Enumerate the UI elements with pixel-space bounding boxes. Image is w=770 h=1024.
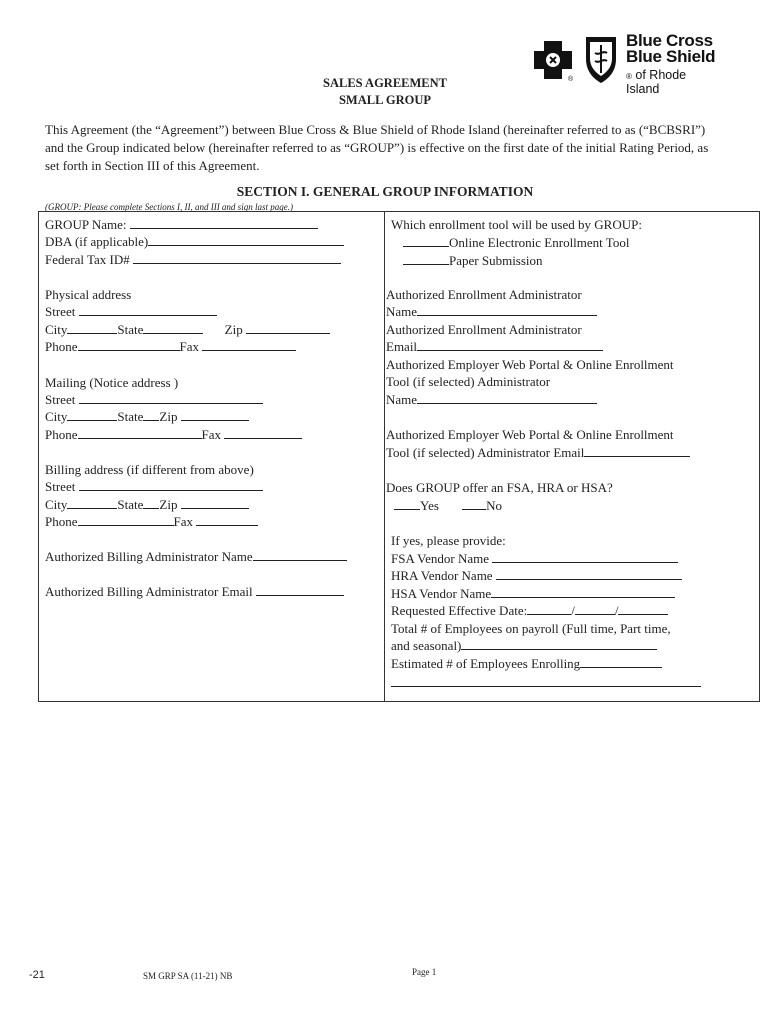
brand-line-2: Blue Shield: [626, 47, 716, 66]
req-date-label: Requested Effective Date:: [391, 603, 528, 618]
portal-email-row: [386, 444, 690, 462]
portal-admin-email-field[interactable]: [584, 444, 690, 457]
phone-label: Phone: [45, 339, 78, 354]
billing-fax-field[interactable]: [196, 513, 258, 526]
zip-label: Zip: [159, 497, 178, 512]
physical-street-row: [45, 303, 217, 321]
zip-label: Zip: [224, 322, 243, 337]
physical-zip-field[interactable]: [246, 321, 330, 334]
portal-email-label: Tool (if selected) Administrator Email: [386, 445, 585, 460]
footer-page-number: Page 1: [412, 967, 437, 977]
fax-label: Fax: [173, 514, 193, 529]
dba-label: DBA (if applicable): [45, 234, 149, 249]
physical-city-field[interactable]: [67, 321, 117, 334]
hra-vendor-row: [391, 567, 682, 585]
physical-phone-row: [45, 338, 296, 356]
if-yes-text: If yes, please provide:: [391, 533, 506, 548]
billing-admin-email-label: Authorized Billing Administrator Email: [45, 584, 253, 599]
doc-subtitle: SMALL GROUP: [338, 93, 432, 107]
est-employees-row: [391, 655, 662, 673]
mailing-city-row: [45, 408, 249, 426]
portal-admin-line-1: Authorized Employer Web Portal & Online Enrollment: [386, 357, 674, 372]
hra-vendor-label: HRA Vendor Name: [391, 568, 493, 583]
svg-text:®: ®: [568, 76, 574, 83]
billing-city-field[interactable]: [67, 496, 117, 509]
group-info-form: [38, 211, 760, 702]
mailing-state-field[interactable]: [143, 408, 159, 421]
billing-admin-name-row: [45, 548, 347, 566]
group-name-field[interactable]: [130, 216, 318, 229]
billing-admin-name-label: Authorized Billing Administrator Name: [45, 549, 253, 564]
billing-state-field[interactable]: [143, 496, 159, 509]
enroll-admin-email-field[interactable]: [417, 338, 603, 351]
city-label: City: [45, 409, 68, 424]
column-divider: [384, 212, 385, 701]
dba-row: [45, 233, 344, 251]
fsa-vendor-row: [391, 550, 678, 568]
billing-phone-row: [45, 513, 258, 531]
mailing-fax-field[interactable]: [224, 426, 302, 439]
name-label: Name: [386, 392, 418, 407]
total-employees-field[interactable]: [461, 637, 657, 650]
enrollment-tool-question: Which enrollment tool will be used by GROUP:: [391, 217, 642, 232]
group-name-label: GROUP Name:: [45, 217, 127, 232]
paper-option: [403, 252, 543, 270]
total-employees-row: [391, 637, 657, 655]
billing-street-field[interactable]: [79, 478, 263, 491]
paper-label: Paper Submission: [449, 253, 543, 268]
hsa-vendor-label: HSA Vendor Name: [391, 586, 492, 601]
billing-city-row: [45, 496, 249, 514]
city-label: City: [45, 497, 68, 512]
footer-form-id: SM GRP SA (11-21) NB: [143, 971, 233, 981]
tax-id-label: Federal Tax ID#: [45, 252, 130, 267]
street-label: Street: [45, 392, 76, 407]
total-employees-label: and seasonal): [391, 638, 462, 653]
fsa-vendor-label: FSA Vendor Name: [391, 551, 489, 566]
est-employees-label: Estimated # of Employees Enrolling: [391, 656, 581, 671]
tax-id-row: [45, 251, 341, 269]
state-label: State: [117, 322, 144, 337]
total-employees-line-1: Total # of Employees on payroll (Full time, Part time,: [391, 621, 671, 636]
section-title: SECTION I. GENERAL GROUP INFORMATION: [236, 184, 534, 199]
billing-admin-email-row: [45, 583, 344, 601]
mailing-street-field[interactable]: [79, 391, 263, 404]
fax-label: Fax: [179, 339, 199, 354]
mailing-phone-field[interactable]: [78, 426, 202, 439]
enroll-admin-1-heading: Authorized Enrollment Administrator: [386, 287, 582, 302]
billing-street-row: [45, 478, 263, 496]
state-label: State: [117, 497, 144, 512]
tax-id-field[interactable]: [133, 251, 341, 264]
zip-label: Zip: [159, 409, 178, 424]
mailing-street-row: [45, 391, 263, 409]
req-date-day[interactable]: [575, 602, 615, 615]
brand-line-3: of Rhode Island: [626, 68, 687, 96]
no-label: No: [486, 498, 503, 513]
billing-address-heading: Billing address (if different from above): [45, 462, 254, 477]
hsa-vendor-field[interactable]: [491, 585, 675, 598]
state-label: State: [117, 409, 144, 424]
hsa-vendor-row: [391, 585, 675, 603]
billing-admin-email-field[interactable]: [256, 583, 344, 596]
fax-label: Fax: [201, 427, 221, 442]
portal-admin-line-2: Tool (if selected) Administrator: [386, 374, 551, 389]
name-label: Name: [386, 304, 418, 319]
req-date-month[interactable]: [527, 602, 571, 615]
paper-check[interactable]: [403, 252, 449, 265]
street-label: Street: [45, 304, 76, 319]
physical-street-field[interactable]: [79, 303, 217, 316]
dba-field[interactable]: [148, 233, 344, 246]
phone-label: Phone: [45, 427, 78, 442]
req-date-year[interactable]: [618, 602, 668, 615]
enroll-admin-2-heading: Authorized Enrollment Administrator: [386, 322, 582, 337]
fsa-vendor-field[interactable]: [492, 550, 678, 563]
req-date-row: Requested Effective Date: / /: [391, 602, 668, 620]
mailing-phone-row: [45, 426, 302, 444]
enroll-admin-email-row: [386, 338, 603, 356]
street-label: Street: [45, 479, 76, 494]
fsa-question: Does GROUP offer an FSA, HRA or HSA?: [386, 480, 613, 495]
physical-address-heading: Physical address: [45, 287, 132, 302]
no-check[interactable]: [462, 497, 486, 510]
email-label: Email: [386, 339, 418, 354]
est-employees-field[interactable]: [580, 655, 662, 668]
phone-label: Phone: [45, 514, 78, 529]
online-tool-option: [403, 234, 629, 252]
portal-admin-name-field[interactable]: [417, 391, 597, 404]
brand-line-1: Blue Cross: [626, 31, 713, 50]
city-label: City: [45, 322, 68, 337]
hra-vendor-field[interactable]: [496, 567, 682, 580]
mailing-address-heading: Mailing (Notice address ): [45, 375, 179, 390]
group-name-row: [45, 216, 318, 234]
enroll-admin-name-row: [386, 303, 597, 321]
billing-zip-field[interactable]: [181, 496, 249, 509]
portal-email-line-1: Authorized Employer Web Portal & Online Enrollment: [386, 427, 674, 442]
billing-phone-field[interactable]: [78, 513, 174, 526]
brand-name: [626, 33, 715, 65]
mailing-zip-field[interactable]: [181, 408, 249, 421]
physical-city-row: [45, 321, 330, 339]
billing-admin-name-field[interactable]: [253, 548, 347, 561]
mailing-city-field[interactable]: [67, 408, 117, 421]
physical-state-field[interactable]: [143, 321, 203, 334]
enroll-admin-name-field[interactable]: [417, 303, 597, 316]
physical-fax-field[interactable]: [202, 338, 296, 351]
online-tool-check[interactable]: [403, 234, 449, 247]
blank-line[interactable]: [391, 686, 701, 687]
yes-check[interactable]: [394, 497, 420, 510]
intro-paragraph: This Agreement (the “Agreement”) between Blue Cross & Blue Shield of Rhode Island (hereinafter referred to as (“BCBSRI”) and the Group indicated below (hereinafter referred to as “GROUP”) is effective on the first date of the initial Rating Period, as set forth in Section III of this Agreement.: [45, 122, 709, 173]
online-tool-label: Online Electronic Enrollment Tool: [449, 235, 630, 250]
doc-title: SALES AGREEMENT: [323, 76, 447, 90]
yes-label: Yes: [420, 498, 439, 513]
registered-mark: ®: [626, 72, 632, 81]
physical-phone-field[interactable]: [78, 338, 180, 351]
fsa-answer-row: [394, 497, 502, 515]
portal-admin-name-row: [386, 391, 597, 409]
section-note: (GROUP: Please complete Sections I, II, and III and sign last page.): [45, 202, 293, 212]
footer-left-code: -21: [29, 969, 45, 981]
